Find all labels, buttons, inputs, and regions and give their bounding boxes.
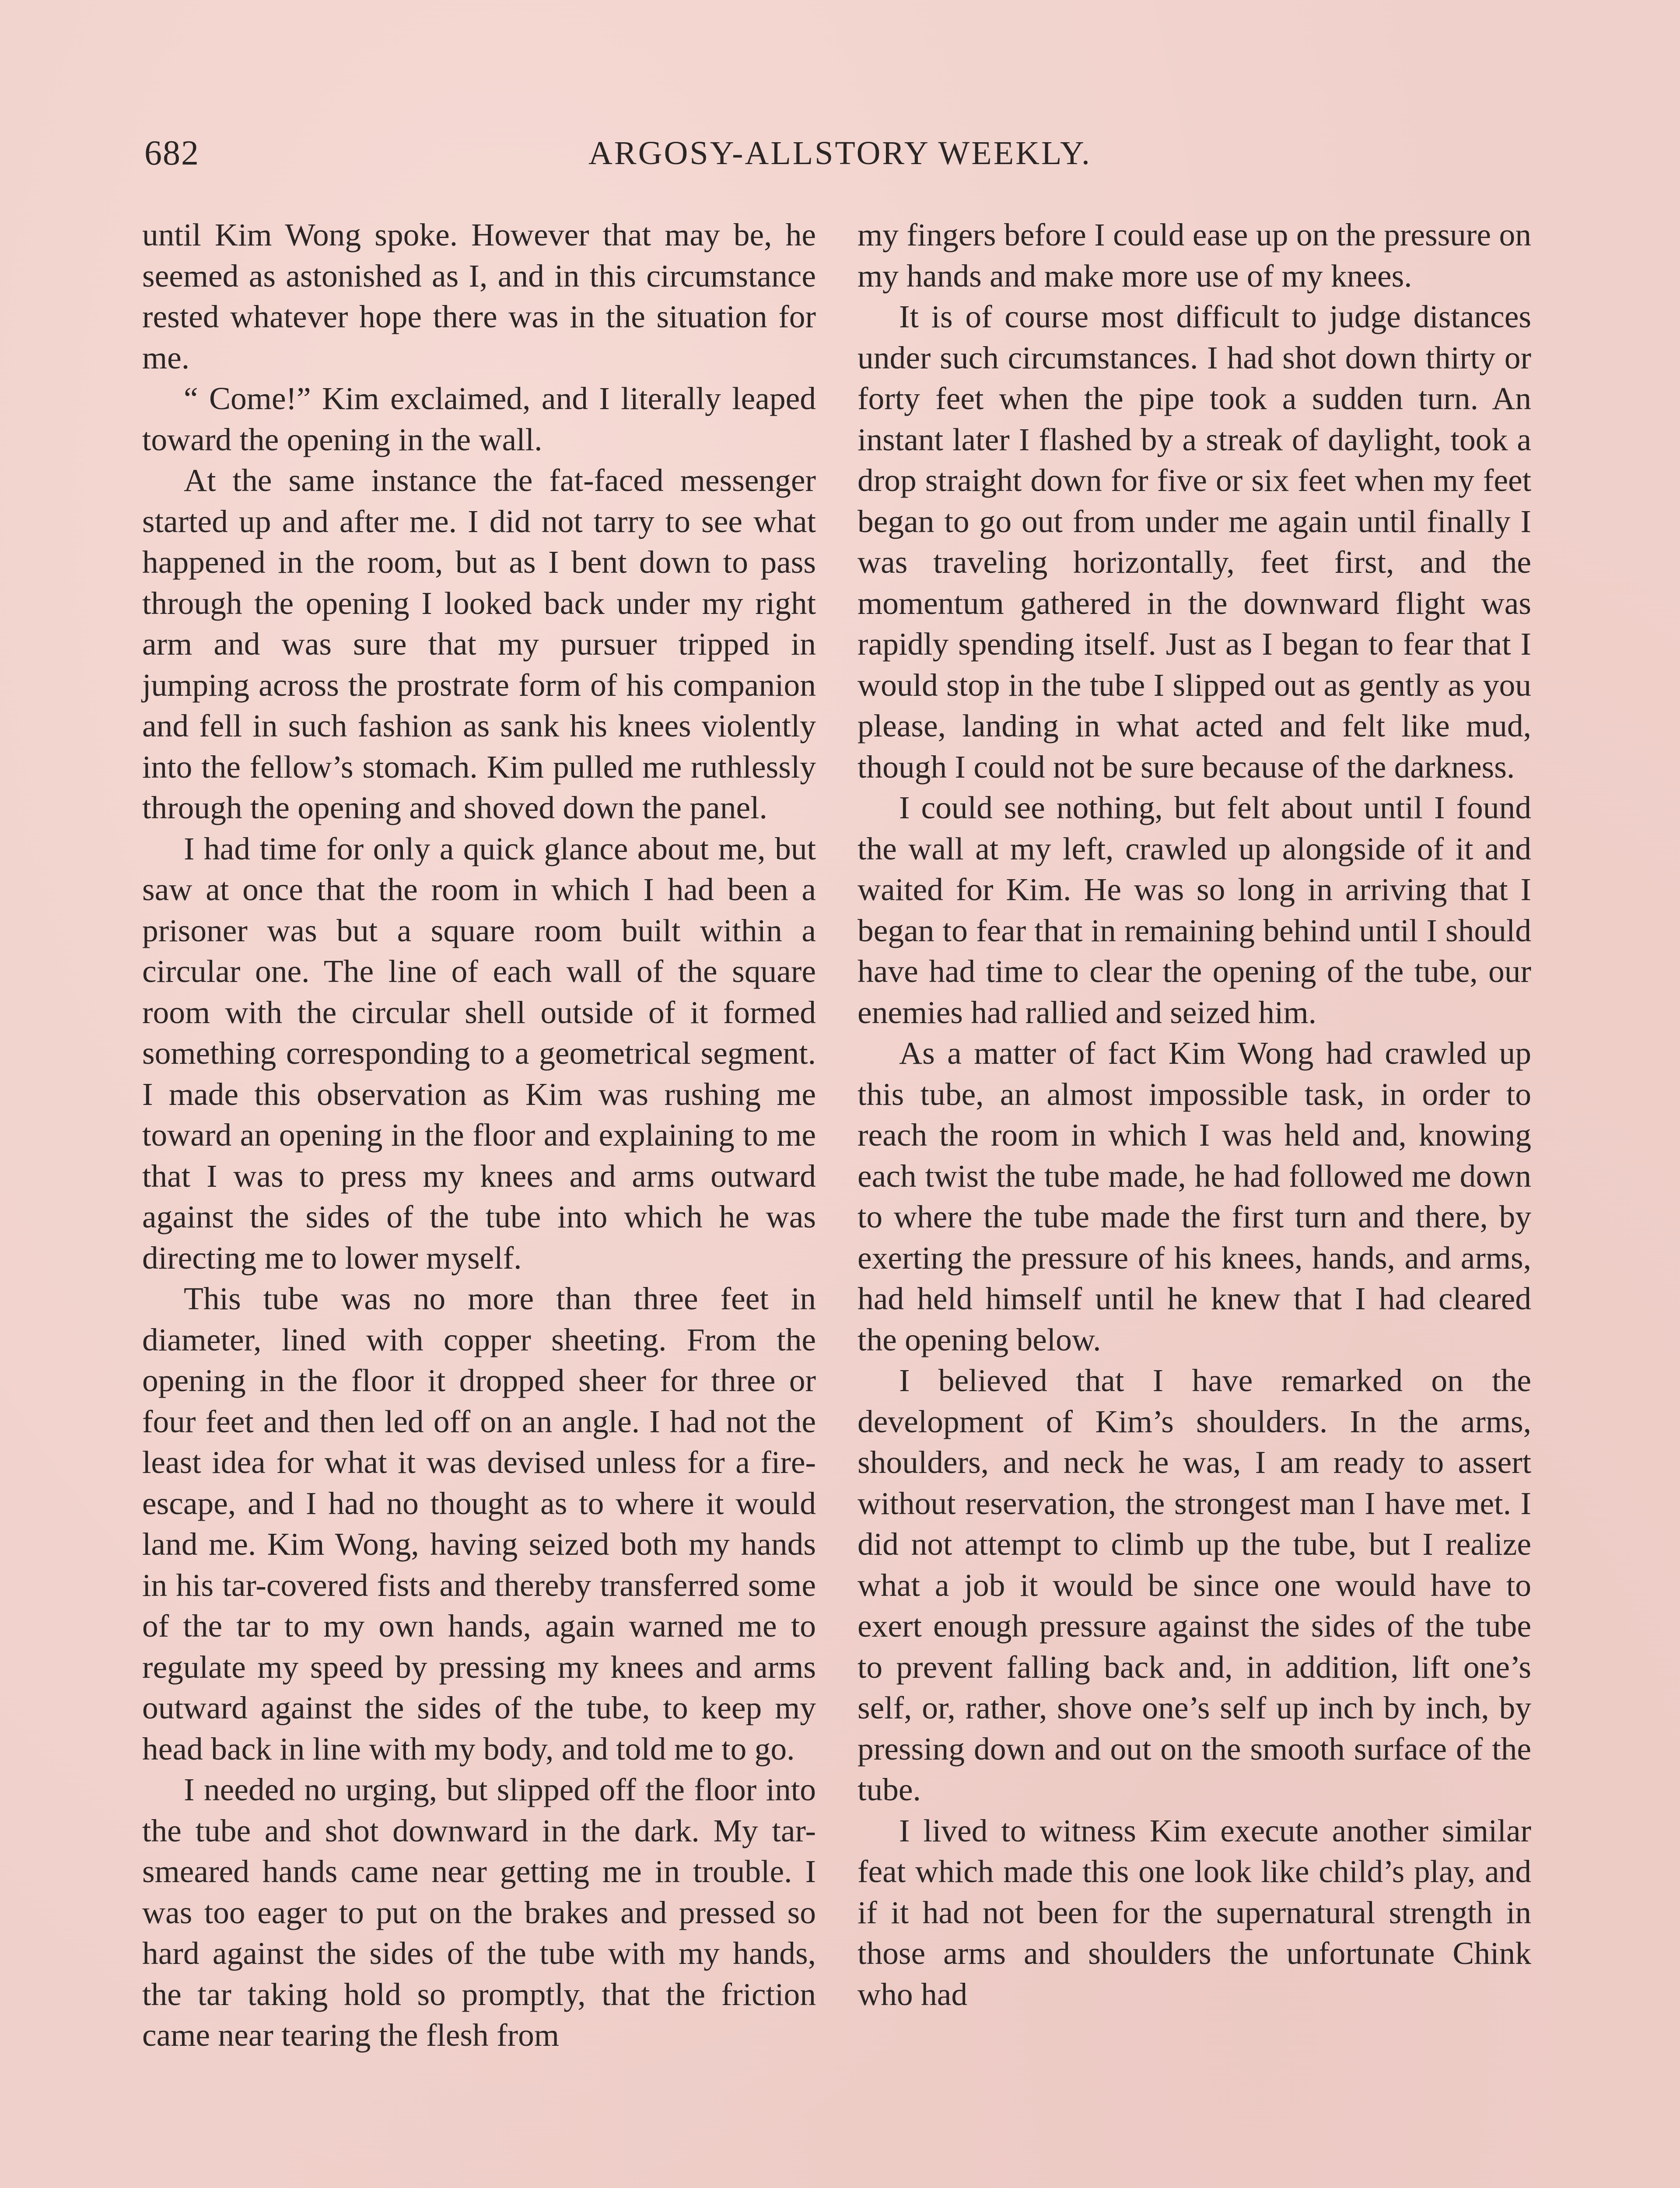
left-column — [142, 214, 816, 2056]
paragraph: I could see nothing, but felt about until I found the wall at my left, crawled up alongside of it and waited for Kim. He was so long in arriving that I began to fear that in remaining behind until I should have had time to clear the opening of the tube, our enemies had rallied and seized him. — [858, 790, 1531, 1030]
paragraph: I lived to witness Kim execute another similar feat which made this one look like child’s play, and if it had not been for the supernatural strength in those arms and shoulders the unfortunate Chink who had — [858, 1813, 1531, 2012]
running-head: ARGOSY-ALLSTORY WEEKLY. — [588, 135, 1092, 172]
page-number: 682 — [144, 134, 200, 172]
right-column — [858, 214, 1531, 2015]
paragraph: As a matter of fact Kim Wong had crawled up this tube, an almost impossible task, in order to reach the room in which I was held and, knowing each twist the tube made, he had followed me down to where the tube made the first turn and there, by exerting the pressure of his knees, hands, and arms, had held himself until he knew that I had cleared the opening below. — [858, 1035, 1531, 1357]
paragraph: my fingers before I could ease up on the pressure on my hands and make more use of my knees. — [858, 217, 1531, 294]
paragraph: I had time for only a quick glance about me, but saw at once that the room in which I had been a prisoner was but a square room built within a circular one. The line of each wall of the square room with the circular shell outside of it formed something corresponding to a geometrical segment. I made this observation as Kim was rushing me toward an opening in the floor and explaining to me that I was to press my knees and arms outward against the sides of the tube into which he was directing me to lower myself. — [142, 831, 816, 1276]
paragraph: I believed that I have remarked on the development of Kim’s shoulders. In the arms, shoulders, and neck he was, I am ready to assert without reservation, the strongest man I have met. I did not attempt to climb up the tube, but I realize what a job it would be since one would have to exert enough pressure against the sides of the tube to prevent falling back and, in addition, lift one’s self, or, rather, shove one’s self up inch by inch, by pressing down and out on the smooth surface of the tube. — [858, 1363, 1531, 1807]
paragraph: I needed no urging, but slipped off the floor into the tube and shot downward in the dark. My tar-smeared hands came near getting me in trouble. I was too eager to put on the brakes and pressed so hard against the sides of the tube with my hands, the tar taking hold so promptly, that the friction came near tearing the flesh from — [142, 1772, 816, 2053]
paragraph: “ Come!” Kim exclaimed, and I literally leaped toward the opening in the wall. — [142, 381, 816, 457]
paragraph: This tube was no more than three feet in diameter, lined with copper sheeting. From the opening in the floor it dropped sheer for three or four feet and then led off on an angle. I had not the least idea for what it was devised unless for a fire-escape, and I had no thought as to where it would land me. Kim Wong, having seized both my hands in his tar-covered fists and thereby transferred some of the tar to my own hands, again warned me to regulate my speed by pressing my knees and arms outward against the sides of the tube, to keep my head back in line with my body, and told me to go. — [142, 1281, 816, 1767]
paragraph: until Kim Wong spoke. However that may be, he seemed as astonished as I, and in this circumstance rested whatever hope there was in the situation for me. — [142, 217, 816, 375]
page-header — [144, 129, 1536, 182]
paragraph: At the same instance the fat-faced messenger started up and after me. I did not tarry to see what happened in the room, but as I bent down to pass through the opening I looked back under my right arm and was sure that my pursuer tripped in jumping across the prostrate form of his companion and fell in such fashion as sank his knees violently into the fellow’s stomach. Kim pulled me ruthlessly through the opening and shoved down the panel. — [142, 463, 816, 825]
paragraph: It is of course most difficult to judge distances under such circumstances. I had shot down thirty or forty feet when the pipe took a sudden turn. An instant later I flashed by a streak of daylight, took a drop straight down for five or six feet when my feet began to go out from under me again until finally I was traveling horizontally, feet first, and the momentum gathered in the downward flight was rapidly spending itself. Just as I began to fear that I would stop in the tube I slipped out as gently as you please, landing in what acted and felt like mud, though I could not be sure because of the darkness. — [858, 299, 1531, 785]
